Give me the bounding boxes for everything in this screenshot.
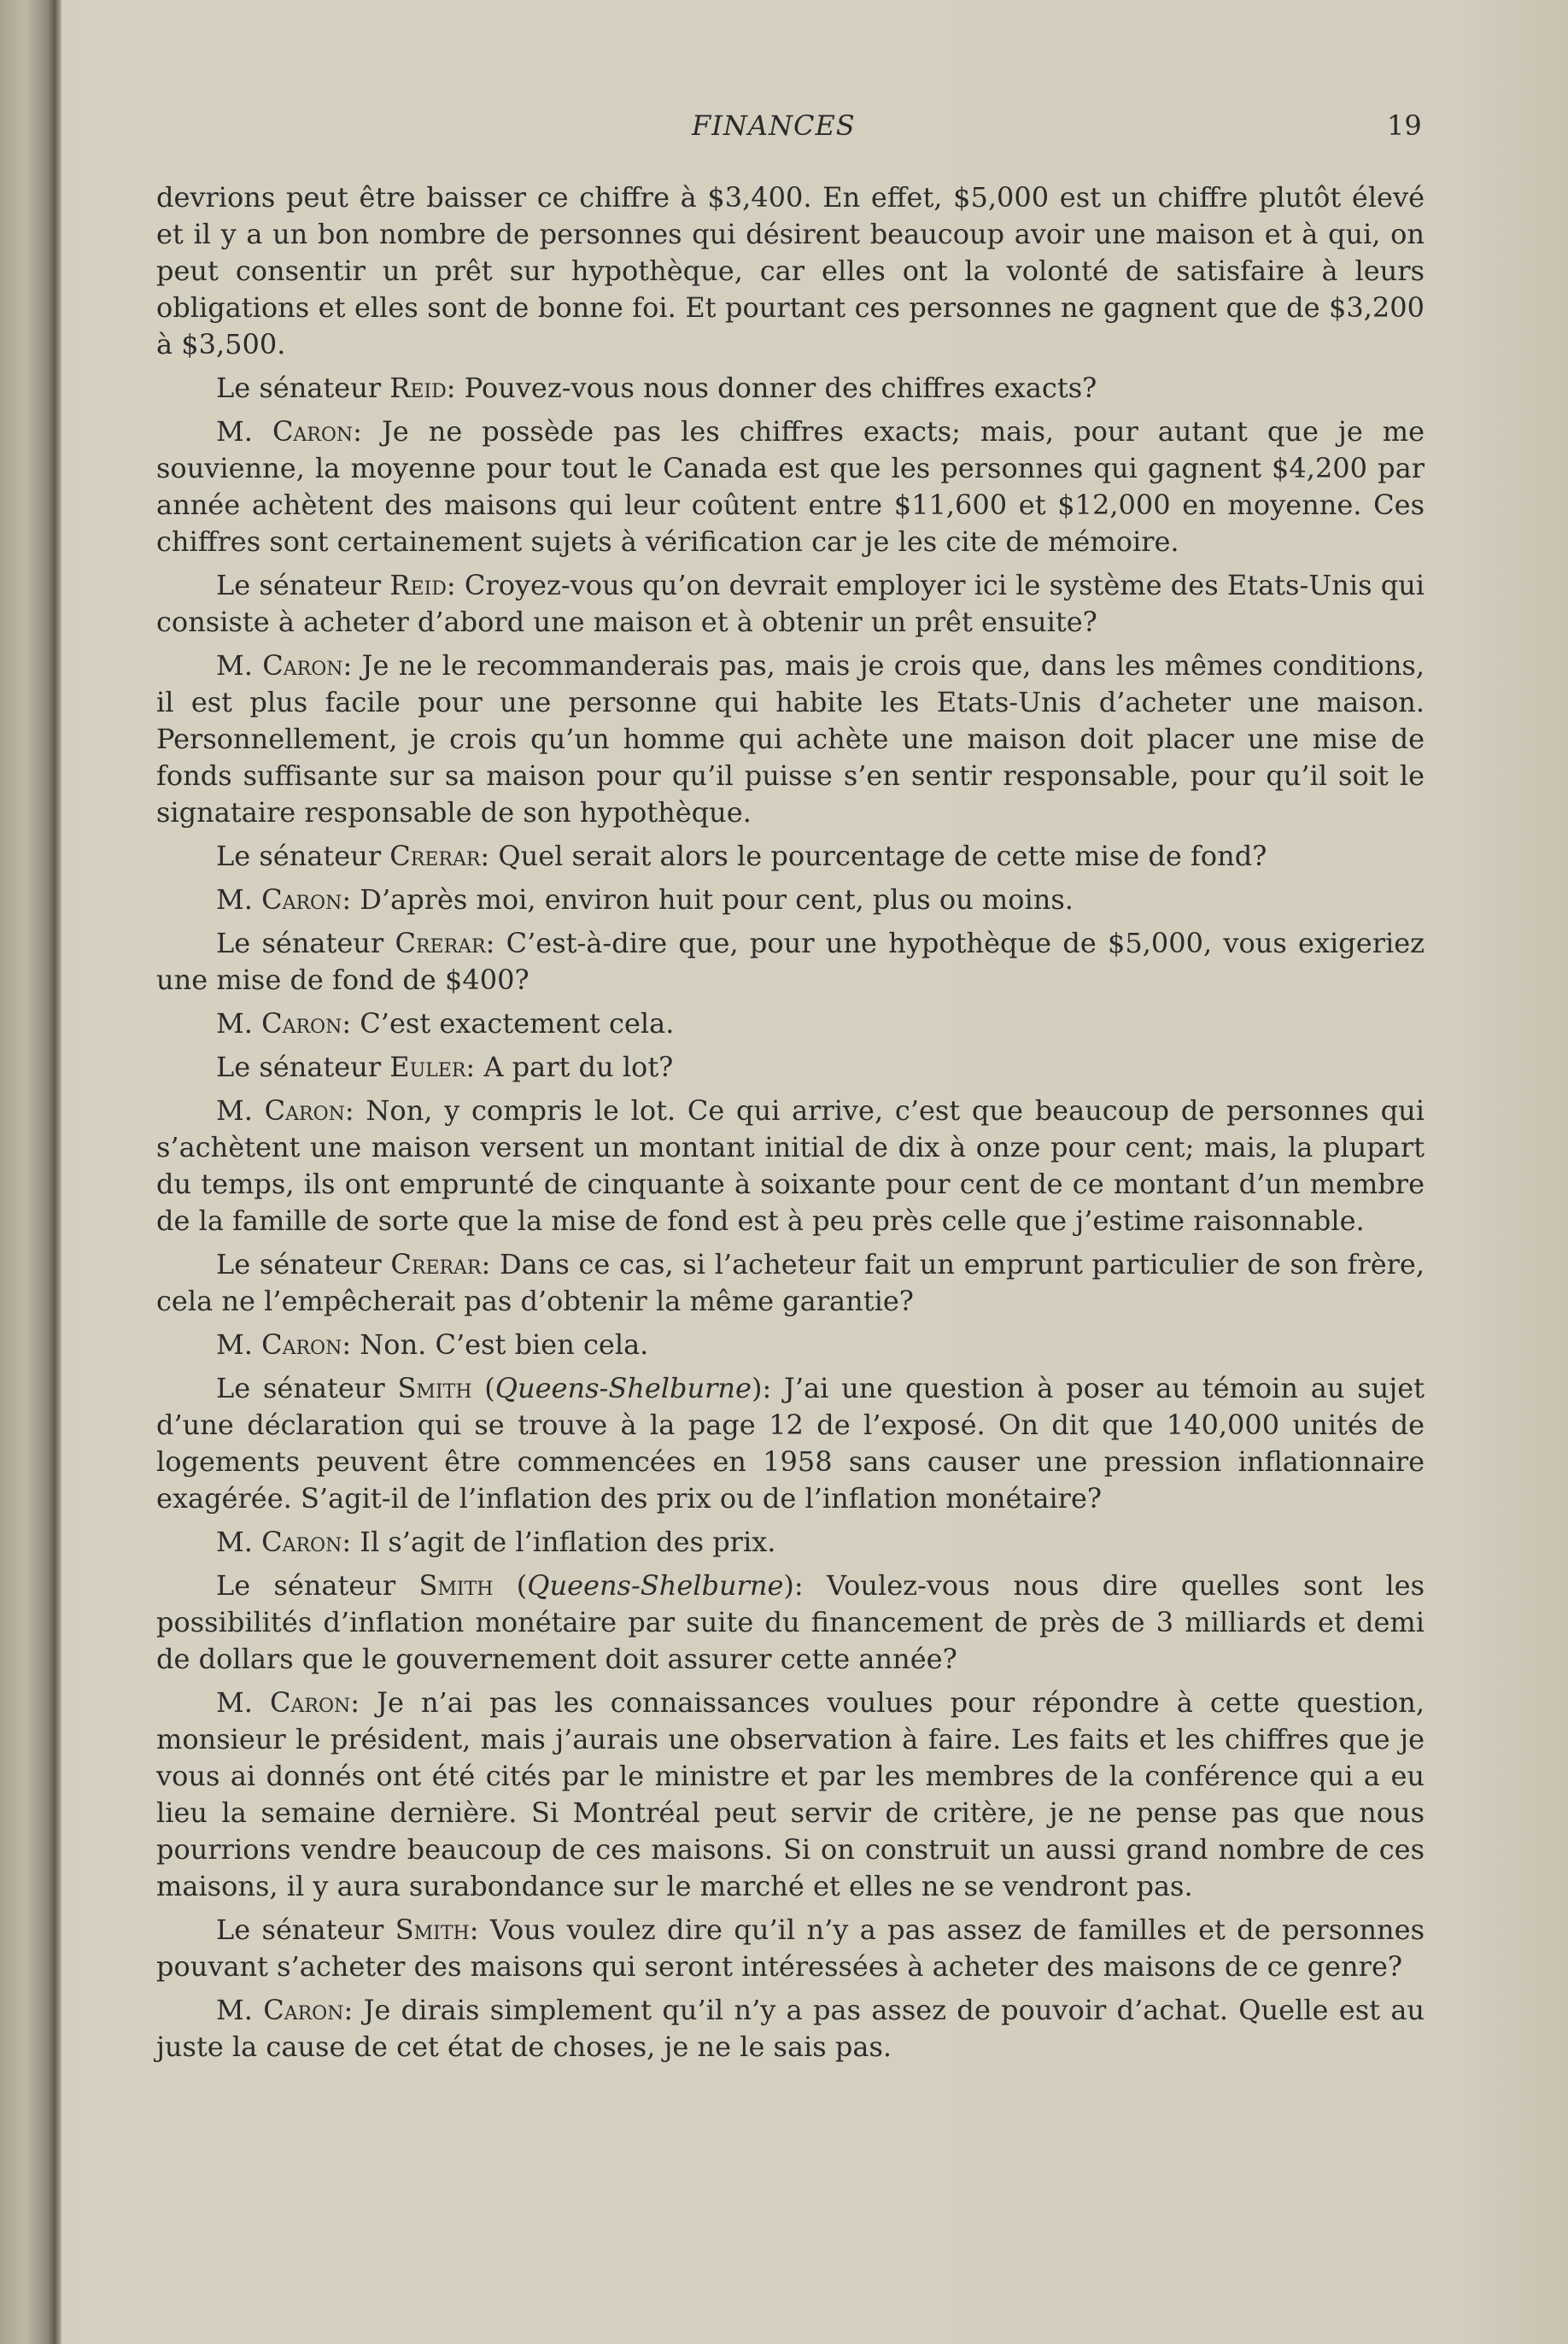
dialogue-paragraph: M. Caron: Je ne possède pas les chiffres exacts; mais, pour autant que je me souvienne, la moyenne pour tout le Canada est que les personnes qui gagnent $4,200 par année achètent des maisons qui leur coûtent entre $11,600 et $12,000 en moyenne. Ces chiffres sont certainement sujets à vérification car je les cite de mémoire.: [156, 415, 1425, 558]
speaker-prefix: Le sénateur: [216, 927, 384, 959]
dialogue-text: Croyez-vous qu’on devrait employer ici le système des Etats-Unis qui consiste à acheter d’abord une maison et à obtenir un prêt ensuite?: [156, 569, 1425, 638]
dialogue-paragraph: Le sénateur Smith (Queens-Shelburne): J’ai une question à poser au témoin au sujet d’une déclaration qui se trouve à la page 12 de l’exposé. On dit que 140,000 unités de logements peuvent être commencées en 1958 sans causer une pression inflationnaire exagérée. S’agit-il de l’inflation des prix ou de l’inflation monétaire?: [156, 1372, 1425, 1515]
speaker-name: Caron: [270, 1686, 351, 1719]
dialogue-paragraph: Le sénateur Crerar: Quel serait alors le pourcentage de cette mise de fond?: [216, 840, 1267, 872]
dialogue-text: Je ne possède pas les chiffres exacts; mais, pour autant que je me souvienne, la moyenne pour tout le Canada est que les personnes qui gagnent $4,200 par année achètent des maisons qui leur coûtent entre $11,600 et $12,000 en moyenne. Ces chiffres sont certainement sujets à vérification car je les cite de mémoire.: [156, 415, 1425, 558]
page-binding-edge: [0, 0, 61, 2344]
speaker-prefix: M.: [216, 1094, 253, 1127]
paragraph: [156, 179, 1425, 363]
speaker-name: Caron: [264, 1094, 345, 1127]
dialogue-paragraph: Le sénateur Euler: A part du lot?: [216, 1051, 674, 1083]
page-number: 19: [1387, 109, 1422, 142]
dialogue-text: Non, y compris le lot. Ce qui arrive, c’est que beaucoup de personnes qui s’achètent une maison versent un montant initial de dix à onze pour cent; mais, la plupart du temps, ils ont emprunté de cinquante à soixante pour cent de ce montant d’un membre de la famille de sorte que la mise de fond est à peu près celle que j’estime raisonnable.: [156, 1094, 1425, 1237]
dialogue-paragraph: M. Caron: Non. C’est bien cela.: [216, 1328, 649, 1361]
speaker-prefix: Le sénateur: [216, 1569, 396, 1602]
dialogue-paragraph: M. Caron: Je n’ai pas les connaissances voulues pour répondre à cette question, monsieur le président, mais j’aurais une observation à faire. Les faits et les chiffres que je vous ai donnés ont été cités par le ministre et par les membres de la conférence qui a eu lieu la semaine dernière. Si Montréal peut servir de critère, je ne pense pas que nous pourrions vendre beaucoup de ces maisons. Si on construit un aussi grand nombre de ces maisons, il y aura surabondance sur le marché et elles ne se vendront pas.: [156, 1686, 1425, 1902]
speaker-prefix: Le sénateur: [216, 1248, 382, 1280]
dialogue-paragraph: Le sénateur Reid: Pouvez-vous nous donner des chiffres exacts?: [216, 372, 1097, 404]
dialogue-text: Quel serait alors le pourcentage de cette mise de fond?: [498, 840, 1267, 872]
dialogue-text: Je n’ai pas les connaissances voulues pour répondre à cette question, monsieur le président, mais j’aurais une observation à faire. Les faits et les chiffres que je vous ai donnés ont été cités par le ministre et par les membres de la conférence qui a eu lieu la semaine dernière. Si Montréal peut servir de critère, je ne pense pas que nous pourrions vendre beaucoup de ces maisons. Si on construit un aussi grand nombre de ces maisons, il y aura surabondance sur le marché et elles ne se vendront pas.: [156, 1686, 1425, 1902]
dialogue-paragraph: Le sénateur Crerar: Dans ce cas, si l’acheteur fait un emprunt particulier de son frère, cela ne l’empêcherait pas d’obtenir la même garantie?: [156, 1248, 1425, 1317]
dialogue-text: C’est exactement cela.: [360, 1007, 675, 1040]
dialogue-text: D’après moi, environ huit pour cent, plus ou moins.: [360, 883, 1074, 916]
speaker-name: Caron: [272, 415, 354, 448]
speaker-name: Reid: [389, 569, 447, 601]
speaker-riding: Queens-Shelburne: [494, 1372, 752, 1404]
speaker-name: Caron: [262, 649, 343, 682]
dialogue-paragraph: M. Caron: C’est exactement cela.: [216, 1007, 675, 1040]
dialogue-text: Pouvez-vous nous donner des chiffres exacts?: [464, 372, 1097, 404]
speaker-name: Crerar: [390, 1248, 482, 1280]
speaker-name: Crerar: [395, 927, 486, 959]
dialogue-paragraph: M. Caron: Il s’agit de l’inflation des prix.: [216, 1526, 776, 1558]
paragraph-text: devrions peut être baisser ce chiffre à $3,400. En effet, $5,000 est un chiffre plutôt élevé et il y a un bon nombre de personnes qui désirent beaucoup avoir une maison et à qui, on peut consentir un prêt sur hypothèque, car elles ont la volonté de satisfaire à leurs obligations et elles sont de bonne foi. Et pourtant ces personnes ne gagnent que de $3,200 à $3,500.: [156, 181, 1425, 360]
speaker-name: Euler: [389, 1051, 466, 1083]
speaker-prefix: M.: [216, 883, 253, 916]
speaker-prefix: M.: [216, 1526, 253, 1558]
running-title: FINANCES: [692, 109, 856, 142]
dialogue-paragraph: Le sénateur Smith (Queens-Shelburne): Voulez-vous nous dire quelles sont les possibilités d’inflation monétaire par suite du financement de près de 3 milliards et demi de dollars que le gouvernement doit assurer cette année?: [156, 1569, 1425, 1675]
speaker-name: Reid: [389, 372, 447, 404]
speaker-prefix: M.: [216, 415, 253, 448]
dialogue-paragraph: M. Caron: Non, y compris le lot. Ce qui arrive, c’est que beaucoup de personnes qui s’achètent une maison versent un montant initial de dix à onze pour cent; mais, la plupart du temps, ils ont emprunté de cinquante à soixante pour cent de ce montant d’un membre de la famille de sorte que la mise de fond est à peu près celle que j’estime raisonnable.: [156, 1094, 1425, 1237]
dialogue-text: Je dirais simplement qu’il n’y a pas assez de pouvoir d’achat. Quelle est au juste la cause de cet état de choses, je ne le sais pas.: [156, 1994, 1425, 2063]
speaker-name: Caron: [263, 1994, 344, 2026]
speaker-prefix: M.: [216, 1007, 253, 1040]
dialogue-text: Non. C’est bien cela.: [360, 1328, 649, 1361]
speaker-prefix: M.: [216, 1328, 253, 1361]
dialogue-text: Je ne le recommanderais pas, mais je crois que, dans les mêmes conditions, il est plus facile pour une personne qui habite les Etats-Unis d’acheter une maison. Personnellement, je crois qu’un homme qui achète une maison doit placer une mise de fonds suffisante sur sa maison pour qu’il puisse s’en sentir responsable, pour qu’il soit le signataire responsable de son hypothèque.: [156, 649, 1425, 829]
page-header: [0, 109, 1568, 152]
dialogue-paragraph: Le sénateur Smith: Vous voulez dire qu’il n’y a pas assez de familles et de personnes pouvant s’acheter des maisons qui seront intéressées à acheter des maisons de ce genre?: [156, 1913, 1425, 1983]
page-body: [156, 179, 1425, 2072]
speaker-prefix: Le sénateur: [216, 569, 382, 601]
dialogue-text: Voulez-vous nous dire quelles sont les possibilités d’inflation monétaire par suite du financement de près de 3 milliards et demi de dollars que le gouvernement doit assurer cette année?: [156, 1569, 1425, 1675]
speaker-prefix: Le sénateur: [216, 1372, 385, 1404]
speaker-name: Caron: [261, 1328, 342, 1361]
speaker-prefix: Le sénateur: [216, 1913, 384, 1946]
dialogue-text: Dans ce cas, si l’acheteur fait un emprunt particulier de son frère, cela ne l’empêcherait pas d’obtenir la même garantie?: [156, 1248, 1425, 1317]
speaker-prefix: Le sénateur: [216, 1051, 382, 1083]
dialogue-text: A part du lot?: [483, 1051, 674, 1083]
dialogue-text: J’ai une question à poser au témoin au sujet d’une déclaration qui se trouve à la page 12 de l’exposé. On dit que 140,000 unités de logements peuvent être commencées en 1958 sans causer une pression inflationnaire exagérée. S’agit-il de l’inflation des prix ou de l’inflation monétaire?: [156, 1372, 1425, 1515]
speaker-prefix: M.: [216, 649, 253, 682]
speaker-riding: Queens-Shelburne: [527, 1569, 784, 1602]
dialogue-paragraph: M. Caron: D’après moi, environ huit pour cent, plus ou moins.: [216, 883, 1074, 916]
dialogue-paragraph: Le sénateur Crerar: C’est-à-dire que, pour une hypothèque de $5,000, vous exigeriez une mise de fond de $400?: [156, 927, 1425, 996]
speaker-prefix: Le sénateur: [216, 840, 382, 872]
speaker-prefix: Le sénateur: [216, 372, 382, 404]
speaker-name: Smith: [418, 1569, 494, 1602]
dialogue-text: C’est-à-dire que, pour une hypothèque de $5,000, vous exigeriez une mise de fond de $400?: [156, 927, 1425, 996]
speaker-prefix: M.: [216, 1686, 253, 1719]
speaker-name: Crerar: [389, 840, 481, 872]
dialogue-paragraph: Le sénateur Reid: Croyez-vous qu’on devrait employer ici le système des Etats-Unis qui consiste à acheter d’abord une maison et à obtenir un prêt ensuite?: [156, 569, 1425, 638]
speaker-prefix: M.: [216, 1994, 253, 2026]
dialogue-paragraph: M. Caron: Je ne le recommanderais pas, mais je crois que, dans les mêmes conditions, il est plus facile pour une personne qui habite les Etats-Unis d’acheter une maison. Personnellement, je crois qu’un homme qui achète une maison doit placer une mise de fonds suffisante sur sa maison pour qu’il puisse s’en sentir responsable, pour qu’il soit le signataire responsable de son hypothèque.: [156, 649, 1425, 829]
speaker-name: Smith: [395, 1913, 470, 1946]
speaker-name: Smith: [397, 1372, 472, 1404]
speaker-name: Caron: [261, 883, 342, 916]
dialogue-text: Il s’agit de l’inflation des prix.: [360, 1526, 776, 1558]
speaker-name: Caron: [261, 1526, 342, 1558]
speaker-name: Caron: [261, 1007, 342, 1040]
dialogue-paragraph: M. Caron: Je dirais simplement qu’il n’y a pas assez de pouvoir d’achat. Quelle est au juste la cause de cet état de choses, je ne le sais pas.: [156, 1994, 1425, 2063]
dialogue-text: Vous voulez dire qu’il n’y a pas assez de familles et de personnes pouvant s’acheter des maisons qui seront intéressées à acheter des maisons de ce genre?: [156, 1913, 1425, 1983]
